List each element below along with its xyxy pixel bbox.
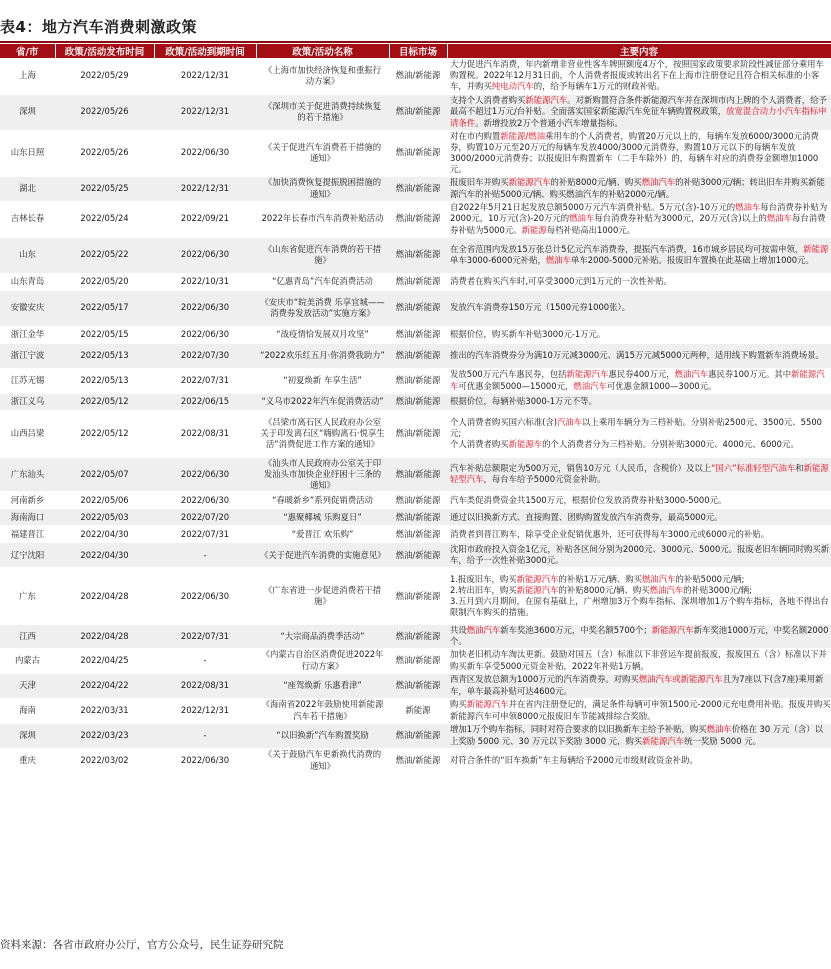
cell-issued: 2022/05/15 bbox=[55, 326, 154, 343]
content-highlight: 新能源汽车 bbox=[642, 735, 685, 746]
cell-expires: 2022/06/15 bbox=[154, 393, 256, 410]
content-text: 根据价位，购买新车补贴3000元-1万元。 bbox=[450, 328, 606, 339]
cell-market: 燃油/新能源 bbox=[389, 543, 447, 568]
content-text: 的补贴3000元/辆；转出旧车并购买新能源汽车的补贴5000元/辆、购买燃油汽车的补贴2000元/辆。 bbox=[450, 177, 825, 199]
table-row bbox=[0, 543, 831, 568]
cell-content bbox=[447, 326, 831, 343]
table-row bbox=[0, 509, 831, 526]
content-text: 的，给予每辆车1万元的财政补贴。 bbox=[533, 81, 665, 92]
header-issued: 政策/活动发布时间 bbox=[55, 44, 154, 58]
cell-policy-name: “惠聚椰城 乐购夏日” bbox=[256, 509, 389, 526]
cell-expires: - bbox=[154, 648, 256, 673]
cell-expires: 2022/06/30 bbox=[154, 237, 256, 273]
content-text: 自2022年5月21日起发放总额5000万元汽车消费补贴。5万元(含)-10万元的 bbox=[450, 202, 736, 213]
content-text: 每台消费券补贴为2000元，10万元(含)-20万元的 bbox=[450, 202, 828, 224]
table-row bbox=[0, 625, 831, 648]
cell-market: 燃油/新能源 bbox=[389, 201, 447, 237]
content-highlight: 燃油车 bbox=[735, 202, 761, 213]
cell-city: 浙江义乌 bbox=[0, 393, 55, 410]
content-text: 每台消费券补贴为3000元，20万元(含)以上的 bbox=[594, 213, 767, 224]
content-highlight: 燃油汽车 bbox=[649, 584, 684, 595]
cell-expires: - bbox=[154, 723, 256, 748]
cell-issued: 2022/05/29 bbox=[55, 58, 154, 94]
content-highlight: 新能源汽车 bbox=[525, 95, 568, 106]
cell-expires: 2022/06/30 bbox=[154, 457, 256, 492]
cell-market: 燃油/新能源 bbox=[389, 368, 447, 393]
content-highlight: 新能源汽车 bbox=[508, 177, 551, 188]
table-row bbox=[0, 492, 831, 509]
cell-market: 燃油/新能源 bbox=[389, 625, 447, 648]
cell-issued: 2022/04/28 bbox=[55, 625, 154, 648]
cell-city: 天津 bbox=[0, 673, 55, 698]
cell-issued: 2022/03/23 bbox=[55, 723, 154, 748]
cell-city: 浙江金华 bbox=[0, 326, 55, 343]
content-text: 通过以旧换新方式、直接购置、团购购置发放汽车消费券，最高5000元。 bbox=[450, 511, 723, 522]
content-text: 惠民券100万元。其中 bbox=[708, 369, 792, 380]
cell-policy-name: 《吕梁市离石区人民政府办公室关于印发离石区“嗨购离石·悦享生活”消费促进工作方案的通知》 bbox=[256, 410, 389, 457]
cell-city: 上海 bbox=[0, 58, 55, 94]
content-text: 根据价位，每辆补贴3000-1万元不等。 bbox=[450, 395, 597, 406]
cell-market: 燃油/新能源 bbox=[389, 326, 447, 343]
content-highlight: 放宽混合动力小汽车指标申请条件 bbox=[450, 106, 827, 128]
table-row bbox=[0, 393, 831, 410]
content-text: 的补贴5000元/辆; 2.转出旧车，购买 bbox=[450, 573, 745, 595]
content-highlight: 新能源汽车 bbox=[651, 625, 694, 636]
cell-content bbox=[447, 526, 831, 543]
cell-city: 重庆 bbox=[0, 748, 55, 773]
cell-policy-name: 《安庆市“皖美消费 乐享宜城——消费券发放活动”实施方案》 bbox=[256, 290, 389, 326]
cell-expires: 2022/12/31 bbox=[154, 176, 256, 201]
cell-issued: 2022/05/24 bbox=[55, 201, 154, 237]
cell-expires: 2022/08/31 bbox=[154, 673, 256, 698]
cell-content bbox=[447, 343, 831, 368]
cell-content bbox=[447, 201, 831, 237]
cell-expires: 2022/10/31 bbox=[154, 273, 256, 290]
cell-issued: 2022/05/13 bbox=[55, 343, 154, 368]
content-text: 惠民券400万元， bbox=[608, 369, 675, 380]
content-text: 支持个人消费者购买 bbox=[450, 95, 526, 106]
title-rule bbox=[0, 41, 831, 43]
table-title: 表4：地方汽车消费刺激政策 bbox=[0, 18, 197, 36]
cell-city: 深圳 bbox=[0, 723, 55, 748]
cell-expires: 2022/06/30 bbox=[154, 568, 256, 625]
policy-table bbox=[0, 44, 831, 774]
cell-content bbox=[447, 237, 831, 273]
header-market: 目标市场 bbox=[389, 44, 447, 58]
cell-expires: 2022/07/31 bbox=[154, 625, 256, 648]
cell-expires: 2022/09/21 bbox=[154, 201, 256, 237]
table-row bbox=[0, 748, 831, 773]
cell-issued: 2022/05/17 bbox=[55, 290, 154, 326]
cell-city: 山西吕梁 bbox=[0, 410, 55, 457]
cell-city: 山东 bbox=[0, 237, 55, 273]
cell-expires: 2022/06/30 bbox=[154, 326, 256, 343]
cell-issued: 2022/04/28 bbox=[55, 568, 154, 625]
content-highlight: 新能源汽车 bbox=[466, 699, 509, 710]
table-row bbox=[0, 94, 831, 130]
content-text: ，每台车给予5000元资金补助。 bbox=[483, 474, 606, 485]
content-highlight: 新能源车 bbox=[508, 439, 543, 450]
cell-market: 燃油/新能源 bbox=[389, 130, 447, 176]
table-row bbox=[0, 568, 831, 625]
cell-policy-name: 《海南省2022年鼓励使用新能源汽车若干措施》 bbox=[256, 698, 389, 723]
table-row bbox=[0, 290, 831, 326]
cell-expires: 2022/06/30 bbox=[154, 748, 256, 773]
cell-market: 燃油/新能源 bbox=[389, 290, 447, 326]
cell-content bbox=[447, 648, 831, 673]
cell-market: 燃油/新能源 bbox=[389, 568, 447, 625]
content-highlight: 汽油车 bbox=[557, 416, 583, 427]
cell-city: 福建晋江 bbox=[0, 526, 55, 543]
cell-issued: 2022/04/30 bbox=[55, 526, 154, 543]
cell-issued: 2022/04/22 bbox=[55, 673, 154, 698]
content-highlight: 燃油车 bbox=[766, 213, 792, 224]
table-row bbox=[0, 526, 831, 543]
content-highlight: 燃油汽车 bbox=[573, 380, 607, 391]
content-highlight: “国六”标准轻型汽油车 bbox=[711, 463, 796, 474]
cell-policy-name: 《内蒙古自治区消费促进2022年行动方案》 bbox=[256, 648, 389, 673]
content-text: 西青区发放总额为1000万元的汽车消费券。对购买 bbox=[450, 674, 639, 685]
cell-issued: 2022/05/03 bbox=[55, 509, 154, 526]
cell-policy-name: “爱晋江 欢乐购” bbox=[256, 526, 389, 543]
content-highlight: 燃油汽车 bbox=[674, 369, 709, 380]
cell-content bbox=[447, 368, 831, 393]
cell-city: 内蒙古 bbox=[0, 648, 55, 673]
content-highlight: 新能源汽车 bbox=[450, 369, 825, 391]
cell-issued: 2022/05/26 bbox=[55, 94, 154, 130]
cell-city: 海南 bbox=[0, 698, 55, 723]
cell-expires: 2022/06/30 bbox=[154, 492, 256, 509]
table-row bbox=[0, 457, 831, 492]
content-text: 对符合条件的“旧车换新”车主每辆给予2000元市级财政资金补助。 bbox=[450, 754, 698, 765]
content-text: 和 bbox=[795, 463, 804, 474]
content-highlight: 燃油车 bbox=[569, 213, 595, 224]
cell-market: 燃油/新能源 bbox=[389, 526, 447, 543]
content-text: 统一奖励 5000 元。 bbox=[684, 735, 761, 746]
cell-expires: 2022/07/20 bbox=[154, 509, 256, 526]
table-row bbox=[0, 201, 831, 237]
content-text: 新车奖池1000万元，中奖名额2000个。 bbox=[450, 625, 829, 647]
table-row bbox=[0, 723, 831, 748]
content-text: 的个人消费者分为三档补贴。分别补贴3000元、4000元、6000元。 bbox=[542, 439, 799, 450]
content-highlight: 新能源/燃油 bbox=[500, 130, 545, 141]
content-text: 乘用车的个人消费者，购置20万元以上的，每辆车发放6000/3000元消费券，购置10万元至20万元的每辆车发放4000/3000元消费券，购置10万元以下的每辆车发放3000/2000元消费券；以报废旧车购置新车（二手车除外）的，每辆车对应的消费券金额增加1000元。 bbox=[450, 130, 819, 175]
cell-expires: 2022/07/30 bbox=[154, 343, 256, 368]
table-row bbox=[0, 410, 831, 457]
cell-policy-name: “战疫情恰发展双月攻坚” bbox=[256, 326, 389, 343]
table-row bbox=[0, 648, 831, 673]
cell-content bbox=[447, 568, 831, 625]
content-text: 加快老旧机动车淘汰更新。鼓励对国五（含）标准以下非营运车提前报废，报废国五（含）标准以下并购买新车享受5000元资金补贴，2022年补贴1万辆。 bbox=[450, 649, 827, 671]
content-highlight: 燃油汽车或新能源汽车 bbox=[638, 674, 723, 685]
cell-city: 湖北 bbox=[0, 176, 55, 201]
cell-content bbox=[447, 625, 831, 648]
content-text: 的补贴3000元/辆; 3.五月到六月期间，在原有基础上，广州增加3万个购车指标、深圳增加1万个购车指标，各地不得出台限制汽车购买的措施。 bbox=[450, 584, 829, 618]
cell-content bbox=[447, 94, 831, 130]
cell-city: 山东青岛 bbox=[0, 273, 55, 290]
content-text: 的补贴8000元/辆、购买 bbox=[558, 584, 650, 595]
cell-expires: 2022/06/30 bbox=[154, 130, 256, 176]
content-text: 在全省范围内发放15万张总计5亿元汽车消费券，提振汽车消费，16市城乡居民均可按需申领， bbox=[450, 243, 804, 254]
cell-market: 燃油/新能源 bbox=[389, 58, 447, 94]
content-highlight: 燃油汽车 bbox=[641, 177, 676, 188]
cell-market: 燃油/新能源 bbox=[389, 393, 447, 410]
cell-expires: 2022/12/31 bbox=[154, 94, 256, 130]
cell-issued: 2022/05/25 bbox=[55, 176, 154, 201]
content-text: 。对新购置符合条件新能源汽车并在深圳市内上牌的个人消费者，给予最高不超过1万元/台补贴。全面落实国家新能源汽车免征车辆购置税政策， bbox=[450, 95, 827, 117]
cell-expires: 2022/12/31 bbox=[154, 698, 256, 723]
cell-content bbox=[447, 58, 831, 94]
cell-policy-name: “义乌市2022年汽车促消费活动” bbox=[256, 393, 389, 410]
cell-policy-name: 《上海市加快经济恢复和重振行动方案》 bbox=[256, 58, 389, 94]
content-text: 可优惠金额1000—3000元。 bbox=[606, 380, 717, 391]
cell-expires: 2022/06/30 bbox=[154, 290, 256, 326]
cell-policy-name: “以旧换新”汽车购置奖励 bbox=[256, 723, 389, 748]
cell-market: 燃油/新能源 bbox=[389, 648, 447, 673]
content-highlight: 新能源轻型汽车 bbox=[450, 463, 829, 485]
cell-content bbox=[447, 543, 831, 568]
cell-market: 燃油/新能源 bbox=[389, 748, 447, 773]
cell-issued: 2022/05/07 bbox=[55, 457, 154, 492]
content-text: 的补贴8000元/辆、购买 bbox=[550, 177, 642, 188]
cell-city: 浙江宁波 bbox=[0, 343, 55, 368]
cell-content bbox=[447, 290, 831, 326]
cell-market: 燃油/新能源 bbox=[389, 673, 447, 698]
content-text: 单车3000-6000元补贴， bbox=[450, 255, 546, 265]
cell-policy-name: “亿惠青岛”汽车促消费活动 bbox=[256, 273, 389, 290]
cell-city: 广东汕头 bbox=[0, 457, 55, 492]
cell-policy-name: “初夏焕新 车享生活” bbox=[256, 368, 389, 393]
cell-content bbox=[447, 509, 831, 526]
cell-market: 燃油/新能源 bbox=[389, 457, 447, 492]
cell-issued: 2022/03/31 bbox=[55, 698, 154, 723]
table-row bbox=[0, 673, 831, 698]
cell-market: 燃油/新能源 bbox=[389, 410, 447, 457]
content-text: 单车2000-5000元补贴。报废旧车置换在此基础上增加1000元。 bbox=[571, 255, 814, 265]
cell-issued: 2022/05/12 bbox=[55, 393, 154, 410]
cell-issued: 2022/03/02 bbox=[55, 748, 154, 773]
header-expires: 政策/活动到期时间 bbox=[154, 44, 256, 58]
source-note: 资料来源：各省市政府办公厅，官方公众号，民生证券研究院 bbox=[0, 939, 284, 951]
content-highlight: 新能源汽车 bbox=[516, 584, 559, 595]
content-text: 推出的汽车消费券分为满10万元减3000元、满15万元减5000元两种，适用线下购置新车消费场景。 bbox=[450, 349, 824, 360]
cell-expires: 2022/07/31 bbox=[154, 368, 256, 393]
cell-content bbox=[447, 457, 831, 492]
cell-content bbox=[447, 748, 831, 773]
content-text: 可优惠金额5000—15000元， bbox=[458, 380, 574, 391]
cell-issued: 2022/04/25 bbox=[55, 648, 154, 673]
cell-city: 广东 bbox=[0, 568, 55, 625]
cell-market: 新能源 bbox=[389, 698, 447, 723]
content-text: 。新增投放2万个普通小汽车增量指标。 bbox=[475, 117, 623, 128]
table-header-row bbox=[0, 44, 831, 58]
cell-city: 深圳 bbox=[0, 94, 55, 130]
content-text: 且为7座以下(含7座)乘用新车，单车最高补贴可达4600元。 bbox=[450, 674, 824, 696]
cell-content bbox=[447, 273, 831, 290]
cell-content bbox=[447, 393, 831, 410]
content-text: 并在省内注册登记的，满足条件每辆可申领1500元-2000元充电费用补贴。报废并购买新能源汽车可申领8000元报废旧车节能减排综合奖励。 bbox=[450, 699, 831, 721]
content-text: 共设 bbox=[450, 625, 467, 636]
cell-issued: 2022/04/30 bbox=[55, 543, 154, 568]
cell-market: 燃油/新能源 bbox=[389, 94, 447, 130]
cell-policy-name: 《广东省进一步促进消费若干措施》 bbox=[256, 568, 389, 625]
cell-content bbox=[447, 723, 831, 748]
content-text: 发放500万元汽车惠民券，包括 bbox=[450, 369, 567, 380]
content-text: 消费者到晋江购车，除享受企业促销优惠外，还可获得每车3000元或6000元的补贴。 bbox=[450, 528, 769, 539]
table-row bbox=[0, 698, 831, 723]
cell-city: 辽宁沈阳 bbox=[0, 543, 55, 568]
cell-market: 燃油/新能源 bbox=[389, 492, 447, 509]
cell-expires: 2022/08/31 bbox=[154, 410, 256, 457]
header-content: 主要内容 bbox=[447, 44, 831, 58]
table-row bbox=[0, 368, 831, 393]
content-highlight: 燃油汽车 bbox=[466, 625, 501, 636]
cell-content bbox=[447, 492, 831, 509]
header-policy-name: 政策/活动名称 bbox=[256, 44, 389, 58]
content-text: 价格在 30 万元（含）以上奖励 5000 元、30 万元以下奖励 3000 元，购买 bbox=[450, 724, 824, 746]
table-row bbox=[0, 130, 831, 176]
table-row bbox=[0, 176, 831, 201]
content-highlight: 新能源 bbox=[521, 224, 547, 235]
content-text: 发放汽车消费券150万元（1500元券1000张）。 bbox=[450, 302, 631, 313]
cell-issued: 2022/05/26 bbox=[55, 130, 154, 176]
cell-content bbox=[447, 410, 831, 457]
cell-policy-name: 《关于促进汽车消费若干措施的通知》 bbox=[256, 130, 389, 176]
content-text: 每台消费券补贴为5000元。 bbox=[450, 213, 826, 235]
content-highlight: 新能源 bbox=[803, 243, 829, 254]
cell-content bbox=[447, 698, 831, 723]
cell-policy-name: 《关于促进汽车消费的实施意见》 bbox=[256, 543, 389, 568]
content-text: 增加1万个购车指标，同时对符合要求的以旧换新车主给予补贴，购买 bbox=[450, 724, 707, 735]
cell-expires: - bbox=[154, 543, 256, 568]
cell-content bbox=[447, 176, 831, 201]
cell-issued: 2022/05/12 bbox=[55, 410, 154, 457]
content-highlight: 燃油汽车 bbox=[642, 573, 676, 584]
content-highlight: 纯电动汽车 bbox=[491, 81, 534, 92]
cell-expires: 2022/07/31 bbox=[154, 526, 256, 543]
content-text: 个人消费者购买国六标准(含) bbox=[450, 416, 558, 427]
cell-policy-name: “春暖新乡”系列促销费活动 bbox=[256, 492, 389, 509]
cell-policy-name: 2022年长春市汽车消费补贴活动 bbox=[256, 201, 389, 237]
cell-market: 燃油/新能源 bbox=[389, 273, 447, 290]
table-row bbox=[0, 237, 831, 273]
content-text: 大力促进汽车消费，年内新增非营业性客车牌照额度4万个，按照国家政策要求阶段性减征部分乘用车购置税。2022年12月31日前，个人消费者报废或转出名下在上海市注册登记且符合相关标准的小客车，并购买 bbox=[450, 58, 824, 92]
content-text: 购买 bbox=[450, 699, 467, 710]
cell-policy-name: “2022欢乐红五月·你消费我助力” bbox=[256, 343, 389, 368]
cell-policy-name: 《山东省促进汽车消费的若干措施》 bbox=[256, 237, 389, 273]
header-city: 省/市 bbox=[0, 44, 55, 58]
cell-city: 江苏无锡 bbox=[0, 368, 55, 393]
cell-content bbox=[447, 673, 831, 698]
cell-policy-name: “大宗商品消费季活动” bbox=[256, 625, 389, 648]
content-text: 消费者在购买汽车时,可享受3000元到1万元的一次性补贴。 bbox=[450, 275, 672, 286]
table-row bbox=[0, 273, 831, 290]
content-highlight: 新能源汽车 bbox=[516, 573, 559, 584]
content-text: 对在市内购置 bbox=[450, 130, 501, 141]
content-text: 汽车类促消费资金共1500万元，根据价位发放消费券补贴3000-5000元。 bbox=[450, 494, 727, 505]
cell-content bbox=[447, 130, 831, 176]
content-text: 汽车补贴总额限定为500万元，销售10万元（人民币，含税价）及以上 bbox=[450, 463, 712, 474]
cell-city: 海南海口 bbox=[0, 509, 55, 526]
cell-market: 燃油/新能源 bbox=[389, 509, 447, 526]
table-row bbox=[0, 58, 831, 94]
cell-market: 燃油/新能源 bbox=[389, 723, 447, 748]
cell-expires: 2022/12/31 bbox=[154, 58, 256, 94]
content-text: 报废旧车并购买 bbox=[450, 177, 509, 188]
table-body bbox=[0, 58, 831, 773]
content-text: 沈阳市政府投入资金1亿元，补贴各区间分别为2000元、3000元、5000元。报废老旧车辆同时购买新车，给予一次性补贴3000元。 bbox=[450, 543, 830, 566]
cell-issued: 2022/05/13 bbox=[55, 368, 154, 393]
cell-policy-name: 《关于鼓励汽车更新换代消费的通知》 bbox=[256, 748, 389, 773]
cell-policy-name: “座驾焕新 乐惠看津” bbox=[256, 673, 389, 698]
cell-policy-name: 《深圳市关于促进消费持续恢复的若干措施》 bbox=[256, 94, 389, 130]
content-text: 新车奖池3600万元，中奖名额5700个； bbox=[500, 625, 652, 636]
cell-market: 燃油/新能源 bbox=[389, 343, 447, 368]
cell-issued: 2022/05/22 bbox=[55, 237, 154, 273]
cell-city: 吉林长春 bbox=[0, 201, 55, 237]
content-text: 1.报废旧车，购买 bbox=[450, 573, 517, 584]
content-highlight: 燃油车 bbox=[706, 724, 732, 735]
cell-city: 江西 bbox=[0, 625, 55, 648]
cell-issued: 2022/05/06 bbox=[55, 492, 154, 509]
cell-policy-name: 《汕头市人民政府办公室关于印发汕头市加快企业纾困十三条的通知》 bbox=[256, 457, 389, 492]
cell-market: 燃油/新能源 bbox=[389, 176, 447, 201]
content-highlight: 新能源汽车 bbox=[566, 369, 609, 380]
content-text: 以上乘用车辆分为三档补贴。分别补贴2500元、3500元、5500元; 个人消费者购买 bbox=[450, 416, 822, 450]
cell-city: 安徽安庆 bbox=[0, 290, 55, 326]
cell-policy-name: 《加快消费恢复提振脱困措施的通知》 bbox=[256, 176, 389, 201]
content-highlight: 燃油车 bbox=[545, 255, 572, 265]
table-row bbox=[0, 326, 831, 343]
cell-issued: 2022/05/20 bbox=[55, 273, 154, 290]
table-row bbox=[0, 343, 831, 368]
cell-city: 山东日照 bbox=[0, 130, 55, 176]
content-text: 每档补贴高出1000元。 bbox=[546, 224, 636, 235]
content-text: 的补贴1万元/辆、购买 bbox=[558, 573, 643, 584]
cell-market: 燃油/新能源 bbox=[389, 237, 447, 273]
cell-city: 河南新乡 bbox=[0, 492, 55, 509]
